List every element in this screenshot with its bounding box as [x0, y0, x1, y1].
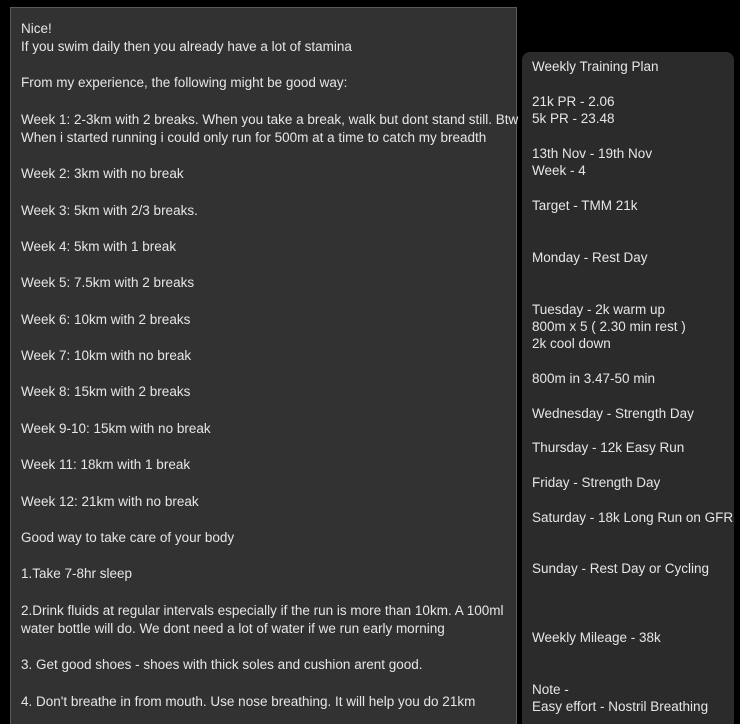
message-line: Week 5: 7.5km with 2 breaks — [21, 275, 195, 290]
message-line: 3. Get good shoes - shoes with thick soles and cushion arent good. — [21, 657, 423, 672]
message-line: 21k PR - 2.06 — [532, 94, 615, 109]
message-line: Weekly Mileage - 38k — [532, 630, 661, 645]
message-line: Week 9-10: 15km with no break — [21, 421, 211, 436]
message-line: If you swim daily then you already have a lot of stamina — [21, 39, 352, 54]
message-line: Good way to take care of your body — [21, 530, 235, 545]
message-line: Week 6: 10km with 2 breaks — [21, 312, 191, 327]
message-line: 4. Don't breathe in from mouth. Use nose breathing. It will help you do 21km — [21, 694, 476, 709]
message-line: Friday - Strength Day — [532, 475, 661, 490]
message-line: 5k PR - 23.48 — [532, 111, 615, 126]
message-line: Easy effort - Nostril Breathing — [532, 699, 709, 714]
message-line: Weekly Training Plan — [532, 59, 659, 74]
message-line: Week 8: 15km with 2 breaks — [21, 384, 191, 399]
message-line: Week 4: 5km with 1 break — [21, 239, 177, 254]
message-line: 800m x 5 ( 2.30 min rest ) — [532, 319, 686, 334]
message-line: Week 2: 3km with no break — [21, 166, 184, 181]
message-line: Week 7: 10km with no break — [21, 348, 192, 363]
message-line: 800m in 3.47-50 min — [532, 371, 656, 386]
message-line: Wednesday - Strength Day — [532, 406, 694, 421]
message-line: Target - TMM 21k — [532, 198, 638, 213]
right-message-bubble — [522, 52, 734, 724]
message-line: Week - 4 — [532, 163, 586, 178]
message-line: Monday - Rest Day — [532, 250, 648, 265]
message-line: 2.Drink fluids at regular intervals especially if the run is more than 10km. A 100ml — [21, 603, 504, 618]
message-line: Saturday - 18k Long Run on GFR — [532, 510, 734, 525]
message-line: Tuesday - 2k warm up — [532, 302, 666, 317]
message-line: Note - — [532, 682, 569, 697]
message-line: When i started running i could only run for 500m at a time to catch my breadth — [21, 130, 487, 145]
message-line: Sunday - Rest Day or Cycling — [532, 561, 710, 576]
message-line: Week 12: 21km with no break — [21, 494, 199, 509]
background-corner — [517, 0, 740, 52]
message-line: Week 1: 2-3km with 2 breaks. When you take a break, walk but dont stand still. Btw — [21, 112, 519, 127]
message-line: 13th Nov - 19th Nov — [532, 146, 653, 161]
message-line: 1.Take 7-8hr sleep — [21, 566, 133, 581]
message-line: 2k cool down — [532, 336, 611, 351]
message-line: Week 11: 18km with 1 break — [21, 457, 191, 472]
message-line: Week 3: 5km with 2/3 breaks. — [21, 203, 198, 218]
message-line: Nice! — [21, 21, 52, 36]
message-line: From my experience, the following might be good way: — [21, 75, 348, 90]
left-message-bubble — [10, 7, 517, 724]
message-line: Thursday - 12k Easy Run — [532, 440, 685, 455]
message-line: water bottle will do. We dont need a lot of water if we run early morning — [21, 621, 445, 636]
